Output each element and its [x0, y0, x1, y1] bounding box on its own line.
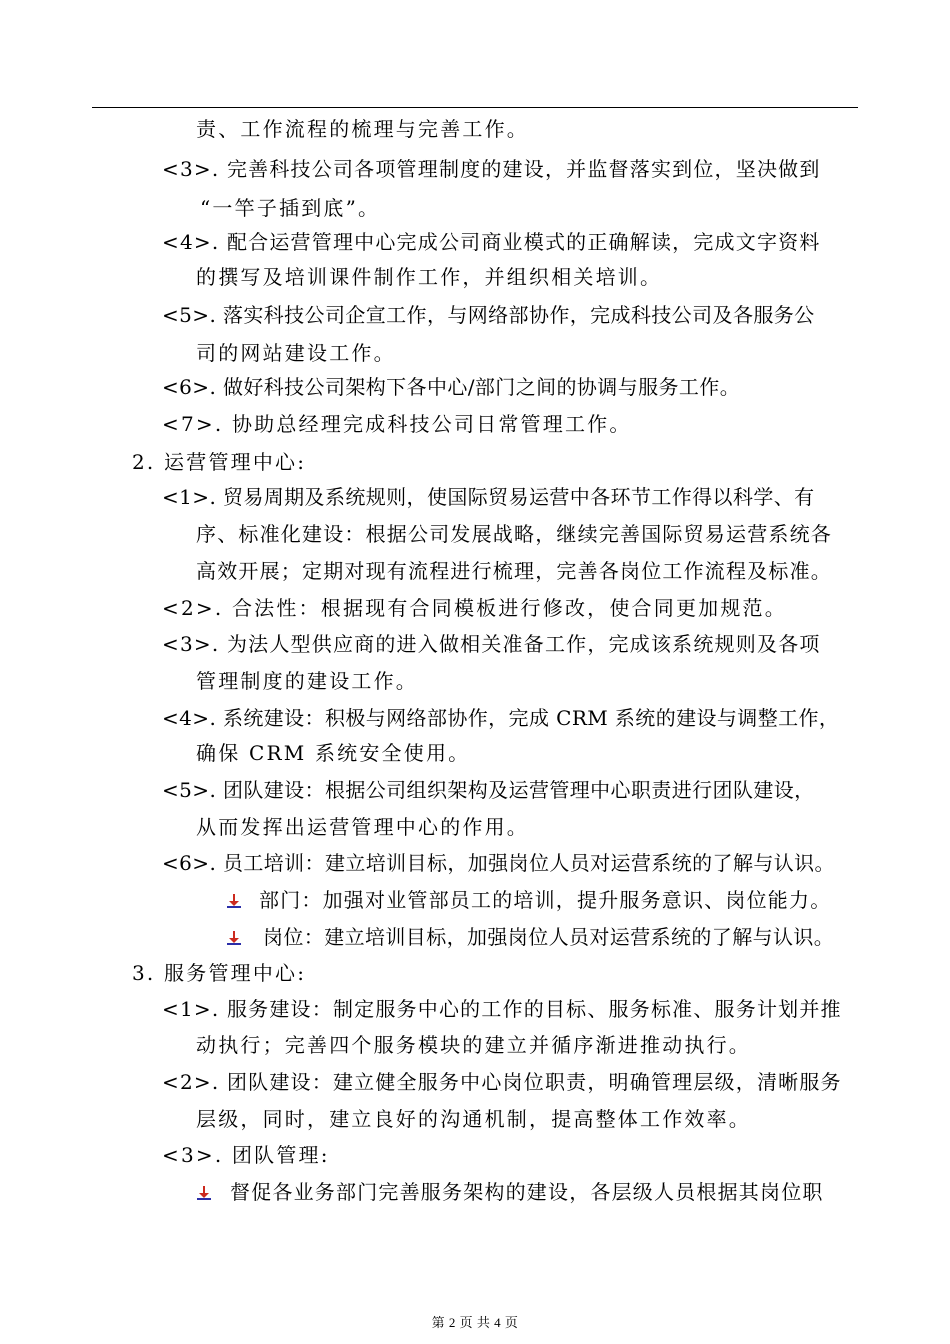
bullet-item: 督促各业务部门完善服务架构的建设，各层级人员根据其岗位职	[230, 1180, 824, 1204]
list-item: <7>. 协助总经理完成科技公司日常管理工作。	[162, 412, 632, 436]
arrow-bullet-icon	[226, 893, 242, 909]
list-item: <5>. 落实科技公司企宣工作，与网络部协作，完成科技公司及各服务公	[162, 303, 815, 327]
list-item: <2>. 合法性：根据现有合同模板进行修改，使合同更加规范。	[162, 596, 787, 620]
arrow-bullet-icon	[226, 930, 242, 946]
text-line: 从而发挥出运营管理中心的作用。	[196, 815, 529, 839]
text-line: 动执行；完善四个服务模块的建立并循序渐进推动执行。	[196, 1033, 751, 1057]
text-line: 管理制度的建设工作。	[196, 669, 418, 693]
text-line: 的撰写及培训课件制作工作，并组织相关培训。	[196, 265, 663, 289]
text-line: 责、工作流程的梳理与完善工作。	[196, 117, 529, 141]
text-line: 序、标准化建设：根据公司发展战略，继续完善国际贸易运营系统各	[196, 522, 832, 546]
list-item: <1>. 服务建设：制定服务中心的工作的目标、服务标准、服务计划并推	[162, 997, 842, 1021]
bullet-item: 岗位：建立培训目标，加强岗位人员对运营系统的了解与认识。	[263, 925, 835, 949]
list-item: <6>. 员工培训：建立培训目标，加强岗位人员对运营系统的了解与认识。	[162, 851, 835, 875]
text-line: 确保 CRM 系统安全使用。	[196, 741, 471, 765]
list-item: <1>. 贸易周期及系统规则，使国际贸易运营中各环节工作得以科学、有	[162, 485, 815, 509]
list-item: <3>. 为法人型供应商的进入做相关准备工作，完成该系统规则及各项	[162, 632, 821, 656]
header-rule	[92, 107, 858, 108]
list-item: <6>. 做好科技公司架构下各中心/部门之间的协调与服务工作。	[162, 375, 741, 399]
page-footer: 第 2 页 共 4 页	[431, 1315, 519, 1330]
bullet-item: 部门：加强对业管部员工的培训，提升服务意识、岗位能力。	[259, 888, 832, 912]
text-line: 司的网站建设工作。	[196, 341, 396, 365]
section-heading: 2. 运营管理中心:	[132, 450, 307, 474]
list-item: <5>. 团队建设：根据公司组织架构及运营管理中心职责进行团队建设，	[162, 778, 815, 802]
list-item: <2>. 团队建设：建立健全服务中心岗位职责，明确管理层级，清晰服务	[162, 1070, 842, 1094]
text-line: 层级，同时，建立良好的沟通机制，提高整体工作效率。	[196, 1107, 751, 1131]
list-item: <4>. 系统建设：积极与网络部协作，完成 CRM 系统的建设与调整工作，	[162, 706, 840, 730]
arrow-bullet-icon	[196, 1185, 212, 1201]
section-heading: 3. 服务管理中心:	[132, 961, 307, 985]
text-line: “一竿子插到底”。	[200, 196, 381, 220]
text-line: 高效开展；定期对现有流程进行梳理，完善各岗位工作流程及标准。	[196, 559, 832, 583]
list-item: <3>. 团队管理:	[162, 1143, 330, 1167]
list-item: <3>. 完善科技公司各项管理制度的建设，并监督落实到位，坚决做到	[162, 157, 821, 181]
list-item: <4>. 配合运营管理中心完成公司商业模式的正确解读，完成文字资料	[162, 230, 821, 254]
